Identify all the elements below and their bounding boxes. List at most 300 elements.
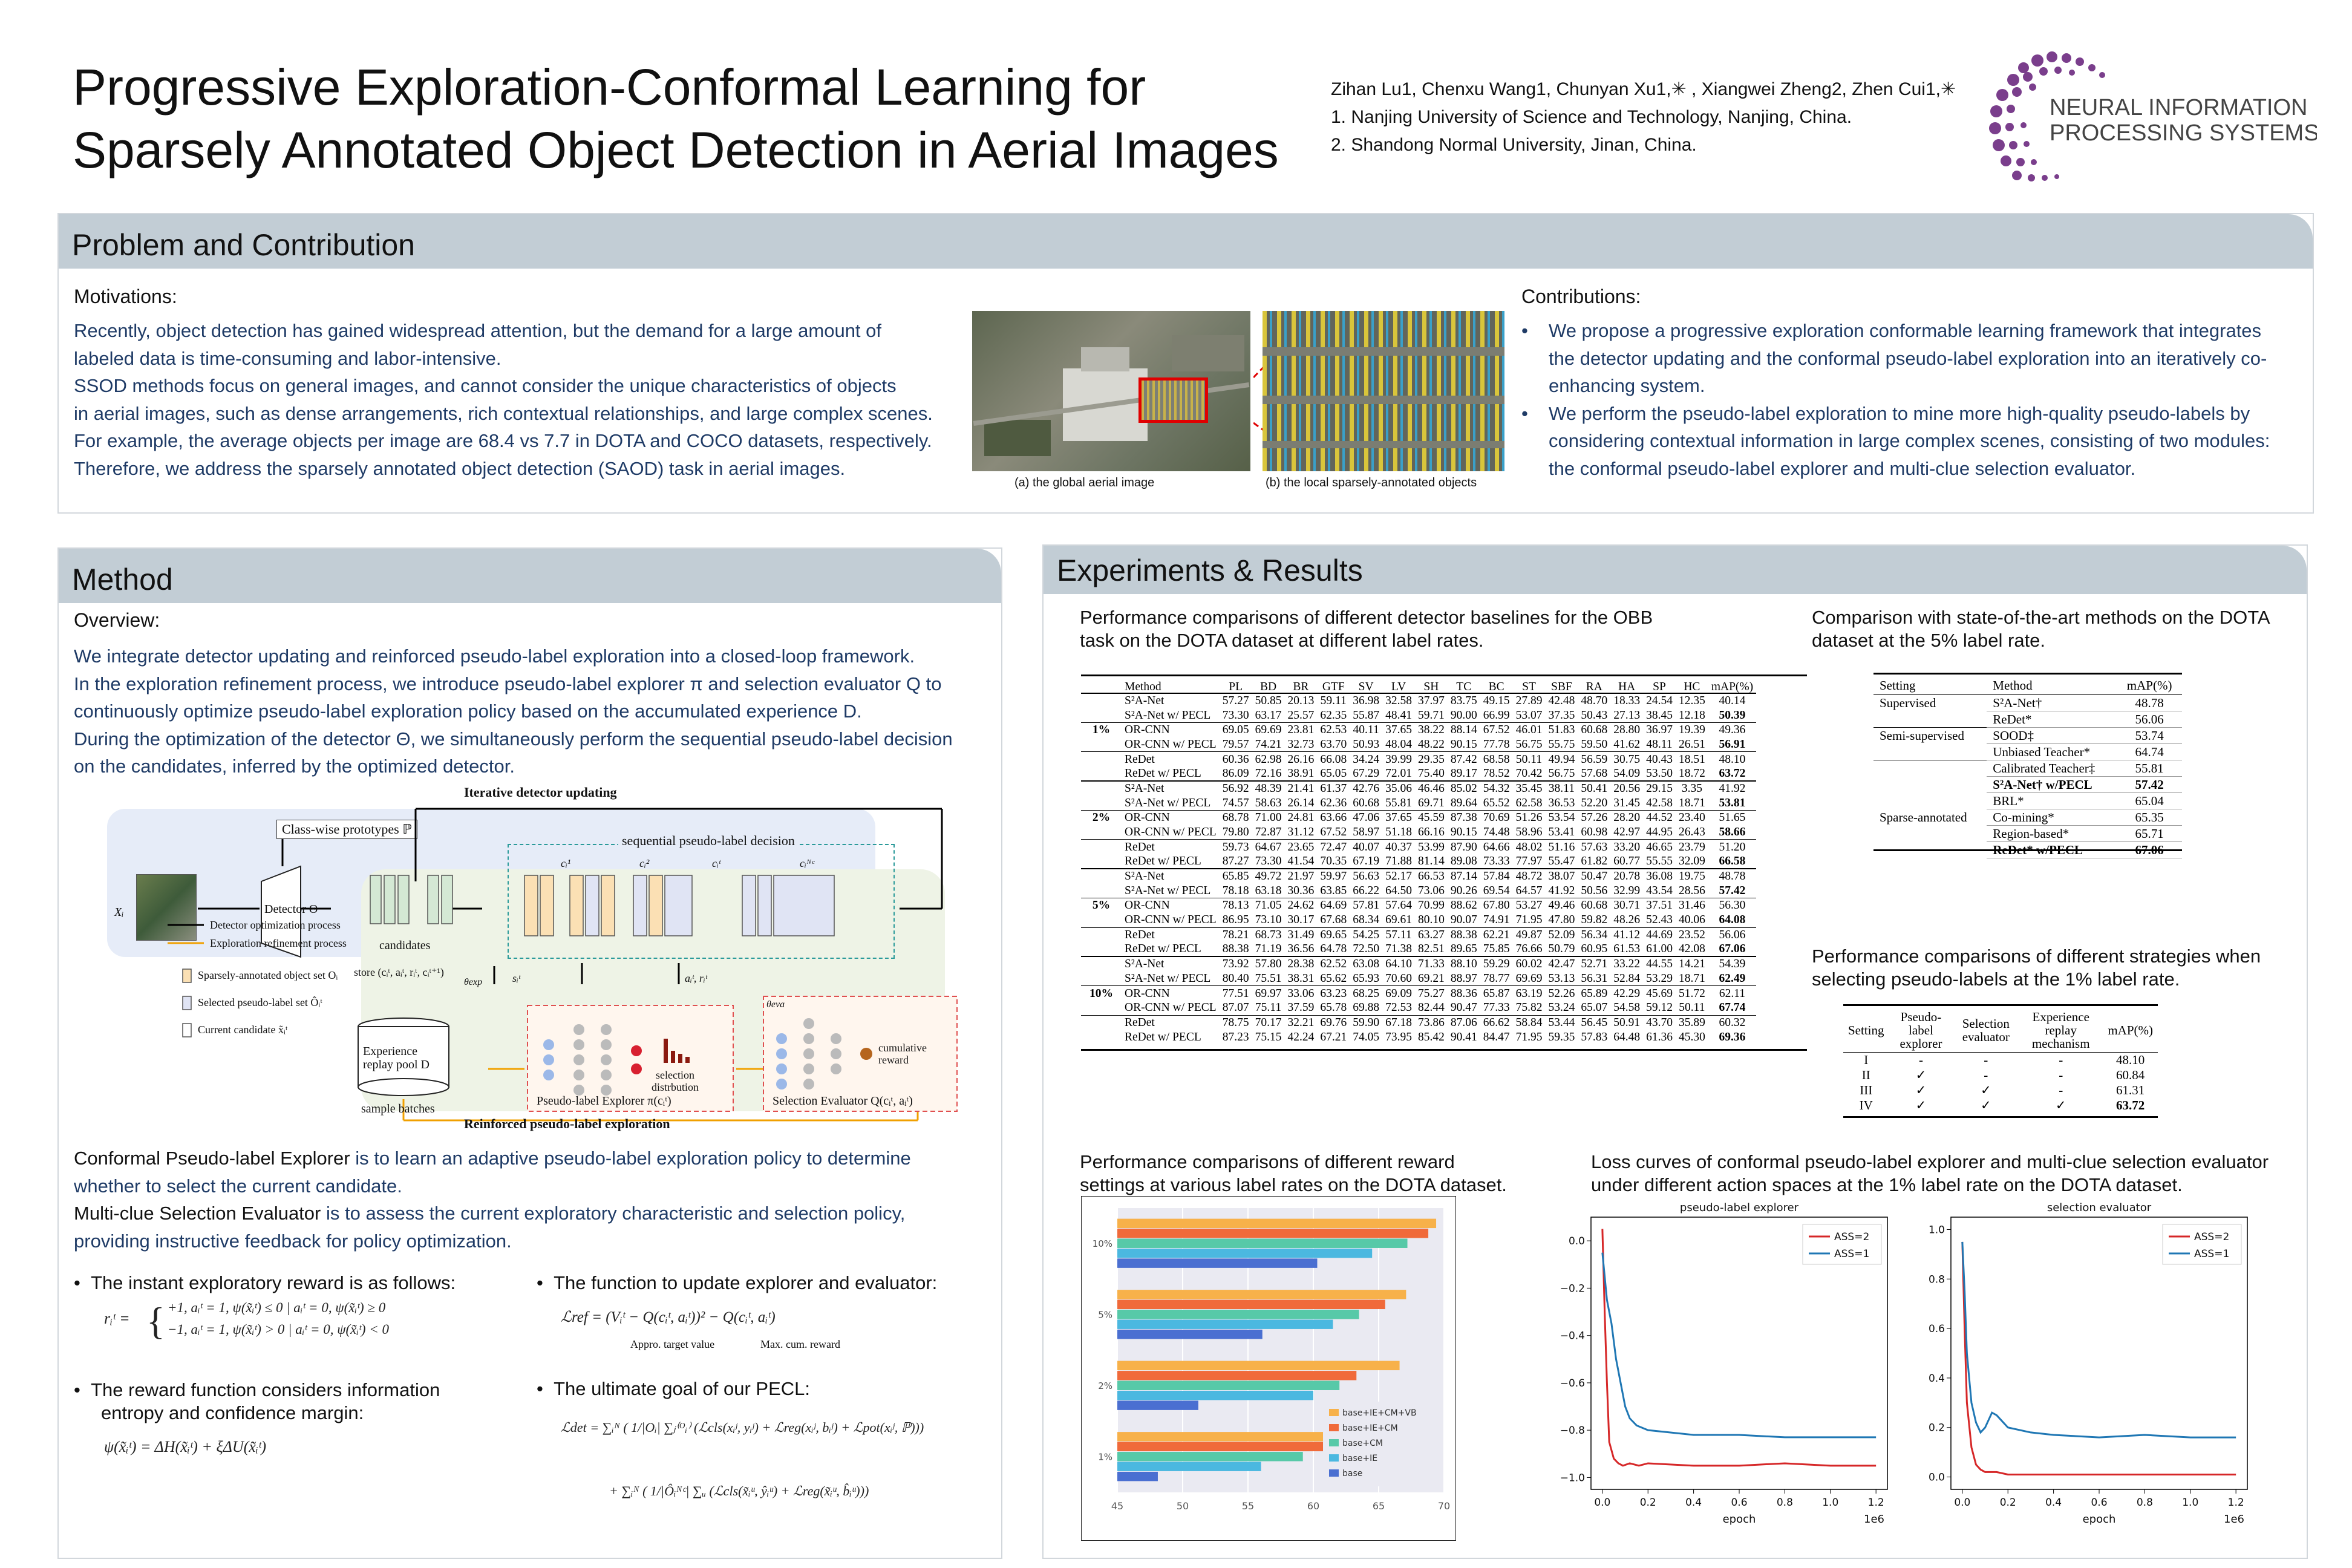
chart1-ytick: 1%: [1098, 1451, 1112, 1463]
table1-cell: 23.65: [1287, 840, 1315, 854]
overview-label: Overview:: [74, 609, 160, 631]
table1-cell: 48.02: [1515, 840, 1543, 854]
replay-line-2: replay pool D: [363, 1058, 430, 1071]
table2-row: [1873, 744, 2182, 760]
overview-text: [74, 642, 953, 780]
table1-cell: 71.95: [1515, 1030, 1543, 1044]
table1-cell: 69.61: [1385, 913, 1412, 927]
table3-cell: ✓: [1980, 1098, 1991, 1112]
table1-cell: S²A-Net: [1125, 958, 1165, 971]
table3-cell: -: [1984, 1068, 1988, 1082]
table1-caption-line: task on the DOTA dataset at different label rates.: [1080, 630, 1484, 651]
table1-cell: 50.85: [1255, 694, 1282, 708]
table1-cell: 71.00: [1255, 811, 1282, 825]
table1-cell: 68.58: [1483, 753, 1510, 766]
table1-cell: 80.10: [1417, 913, 1445, 927]
table1-cell: 77.78: [1483, 737, 1510, 751]
line-chart-ytick: 0.2: [1928, 1422, 1945, 1434]
table1-cell: 56.06: [1719, 928, 1746, 941]
line-chart-ytick: 0.8: [1928, 1273, 1945, 1286]
table1-cell: 59.73: [1222, 840, 1249, 854]
table1-rate-cell: 10%: [1089, 987, 1113, 1000]
table1-cell: 90.00: [1450, 708, 1477, 722]
problem-header: [59, 214, 2313, 269]
table1-cell: 50.47: [1581, 870, 1608, 883]
table1-cell: 57.42: [1719, 884, 1746, 897]
chart1-xtick: 50: [1176, 1500, 1189, 1512]
table3-cell: ✓: [1915, 1098, 1927, 1112]
table1-cell: 51.65: [1719, 811, 1746, 825]
module-descriptions: [74, 1145, 911, 1255]
table2-header-cell: Setting: [1873, 677, 1987, 695]
chart1-bar: [1117, 1310, 1359, 1319]
evaluator-desc: is to assess the current exploratory characteristic and selection policy,: [321, 1203, 906, 1224]
table1-row: [1081, 811, 1756, 825]
theta-eva-label: θeva: [766, 999, 785, 1010]
table1-cell: 63.27: [1417, 928, 1445, 941]
table1-caption-line: Performance comparisons of different detector baselines for the OBB: [1080, 607, 1653, 628]
table1-cell: 85.02: [1450, 782, 1477, 795]
table1-cell: 40.06: [1678, 913, 1705, 927]
table1-cell: 32.99: [1613, 884, 1641, 897]
table3-cell: 60.84: [2116, 1068, 2145, 1082]
table1-cell: 75.40: [1417, 767, 1445, 780]
framework-diagram: [101, 785, 984, 1129]
table2-setting: [1873, 760, 1987, 777]
table1-rate-cell: [1081, 883, 1122, 898]
line-chart-xlabel: epoch: [1722, 1513, 1756, 1526]
contribution-line: considering contextual information in large complex scenes, consisting of two modules:: [1549, 430, 2270, 451]
table2-map: 53.74: [2117, 728, 2182, 744]
table1-cell: OR-CNN w/ PECL: [1125, 826, 1217, 839]
bullet-reward: • The instant exploratory reward is as follows:: [74, 1272, 456, 1293]
table1-header-cell: SV: [1358, 681, 1374, 693]
table1-cell: 19.39: [1678, 724, 1705, 737]
table1-cell: 86.09: [1222, 767, 1249, 780]
table1-rate-cell: 2%: [1092, 811, 1111, 825]
table1-cell: 56.63: [1353, 870, 1380, 883]
contributions-list: [1521, 317, 2270, 482]
sel-dist-line-2: distrbution: [652, 1081, 699, 1093]
table1-cell: 65.05: [1320, 767, 1347, 780]
chart1-bar: [1117, 1442, 1330, 1451]
table1-cell: 65.52: [1483, 796, 1510, 809]
table1-header-cell: SP: [1653, 681, 1666, 693]
table3-caption-line: selecting pseudo-labels at the 1% label rate.: [1812, 969, 2180, 990]
table1-cell: 63.19: [1515, 987, 1543, 1000]
table1-cell: 65.62: [1320, 972, 1347, 985]
evaluator-label: Selection Evaluator Q(cᵢᵗ, aᵢᵗ): [773, 1094, 913, 1108]
table1-rate-cell: [1081, 869, 1122, 883]
explorer-loss-chart: [1549, 1199, 1912, 1538]
table1-cell: 55.81: [1385, 796, 1412, 809]
table1-cell: 38.31: [1287, 972, 1315, 985]
table2-method: BRL*: [1987, 793, 2117, 809]
line-chart-xtick: 1.0: [1822, 1497, 1839, 1509]
table1-cell: 73.95: [1385, 1030, 1412, 1044]
table1-cell: 70.69: [1483, 811, 1510, 825]
table1-cell: 69.69: [1255, 724, 1282, 737]
line-chart-ytick: −1.0: [1560, 1472, 1585, 1485]
table2-setting: Semi-supervised: [1880, 728, 1964, 743]
table1-cell: 68.34: [1353, 913, 1380, 927]
diagram-arrows: [101, 785, 984, 1129]
chart1-caption-line: Performance comparisons of different reward: [1080, 1151, 1455, 1172]
table1-cell: 51.72: [1678, 987, 1705, 1000]
table1-cell: 73.10: [1255, 913, 1282, 927]
overview-line: In the exploration refinement process, we introduce pseudo-label explorer π and selection evaluator Q to: [74, 673, 942, 694]
table1-cell: 74.57: [1222, 796, 1249, 809]
table1-header-cell: mAP(%): [1711, 681, 1754, 693]
table1-cell: 42.97: [1613, 826, 1641, 839]
table1-cell: 41.92: [1548, 884, 1575, 897]
diagram-bottom-title: Reinforced pseudo-label exploration: [464, 1116, 670, 1131]
table1-cell: 48.11: [1646, 737, 1673, 751]
line-chart-xtick: 1.2: [1867, 1497, 1884, 1509]
table2-method: Unbiased Teacher*: [1987, 744, 2117, 760]
table1-row: [1081, 840, 1756, 854]
table1-rate-cell: [1081, 766, 1122, 781]
table1-cell: 88.38: [1450, 928, 1477, 941]
table1-cell: 68.78: [1222, 811, 1249, 825]
table3-header-row: [1843, 1008, 2158, 1053]
chart1-xtick: 70: [1437, 1500, 1451, 1512]
table1-cell: 66.08: [1320, 753, 1347, 766]
table1-cell: 74.91: [1483, 913, 1510, 927]
table1-cell: 28.38: [1287, 958, 1315, 971]
table1-row: [1081, 927, 1756, 942]
line-chart-xtick: 0.0: [1594, 1497, 1611, 1509]
line-chart-ytick: 0.0: [1928, 1471, 1945, 1484]
table1-cell: 61.82: [1581, 855, 1608, 868]
table1-cell: OR-CNN w/ PECL: [1125, 1001, 1217, 1014]
table1-cell: 63.23: [1320, 987, 1347, 1000]
table1-cell: 54.39: [1719, 958, 1746, 971]
table2-header-cell: Method: [1987, 677, 2117, 695]
table1-cell: 32.21: [1287, 1016, 1315, 1029]
table1-cell: 64.66: [1483, 840, 1510, 854]
table1-cell: 86.95: [1222, 913, 1249, 927]
table2-caption-line: dataset at the 5% label rate.: [1812, 630, 2046, 651]
chart1-xtick: 65: [1372, 1500, 1385, 1512]
table1-cell: 18.33: [1613, 694, 1641, 708]
table1-cell: 69.54: [1483, 884, 1510, 897]
table1-cell: 48.39: [1255, 782, 1282, 795]
line-chart-xtick: 1.0: [2182, 1497, 2199, 1509]
table1-cell: 87.07: [1222, 1001, 1249, 1014]
table1-cell: 59.12: [1646, 1001, 1673, 1014]
table2-map: 65.04: [2117, 793, 2182, 809]
table1-cell: 82.51: [1417, 942, 1445, 956]
motivation-line: Therefore, we address the sparsely annotated object detection (SAOD) task in aerial images.: [74, 457, 846, 479]
table1-cell: 62.58: [1515, 796, 1543, 809]
title-line-1: Progressive Exploration-Conformal Learning for: [73, 59, 1146, 116]
table1-cell: 53.24: [1548, 1001, 1575, 1014]
line-chart-xtick: 0.8: [1776, 1497, 1793, 1509]
table1-cell: S²A-Net w/ PECL: [1125, 972, 1211, 985]
table1-row: [1081, 737, 1756, 752]
table1-cell: 31.45: [1613, 796, 1641, 809]
table1-header-cell: HA: [1618, 681, 1636, 693]
table3-cell: -: [1918, 1053, 1923, 1067]
chart1-xtick: 60: [1307, 1500, 1320, 1512]
line-chart-ytick: −0.6: [1560, 1377, 1585, 1390]
bullet-goal-text: The ultimate goal of our PECL:: [554, 1378, 810, 1399]
table1-cell: 49.94: [1548, 753, 1575, 766]
table1-cell: 59.97: [1320, 870, 1347, 883]
table1-cell: 89.08: [1450, 855, 1477, 868]
table1-cell: 18.71: [1678, 972, 1705, 985]
table1-cell: 59.71: [1417, 708, 1445, 722]
table1-cell: 90.15: [1450, 737, 1477, 751]
chart2-caption: [1591, 1151, 2269, 1197]
overview-line: We integrate detector updating and reinforced pseudo-label exploration into a closed-loop framework.: [74, 645, 915, 667]
table1-cell: 21.97: [1287, 870, 1315, 883]
motivation-line: in aerial images, such as dense arrangements, rich contextual relationships, and large complex scenes.: [74, 402, 933, 424]
table1-cell: 50.11: [1515, 753, 1543, 766]
experiments-heading: Experiments & Results: [1057, 554, 1363, 587]
table1-cell: 18.72: [1678, 767, 1705, 780]
table1-cell: 41.54: [1287, 855, 1315, 868]
table1-cell: 85.42: [1417, 1030, 1445, 1044]
table1-rate-cell: [1081, 708, 1122, 722]
table1-cell: 90.07: [1450, 913, 1477, 927]
table1-cell: 70.99: [1417, 899, 1445, 912]
sel-dist-line-1: selection: [656, 1069, 694, 1081]
eq-ref-label-2: Max. cum. reward: [760, 1338, 840, 1350]
bullet-reward-text: The instant exploratory reward is as follows:: [91, 1272, 456, 1293]
method-panel: [57, 547, 1002, 1559]
table1-cell: 38.91: [1287, 767, 1315, 780]
table1-cell: 32.58: [1385, 694, 1412, 708]
table1-cell: 90.26: [1450, 884, 1477, 897]
replay-pool-label: [363, 1045, 430, 1071]
table1-cell: 33.20: [1613, 840, 1641, 854]
table3-header-cell: Experience replay mechanism: [2019, 1008, 2103, 1053]
table3-cell: -: [2059, 1053, 2063, 1067]
contribution-line: We perform the pseudo-label exploration to mine more high-quality pseudo-labels by: [1549, 402, 2250, 424]
table1-cell: 48.78: [1719, 870, 1746, 883]
table1-cell: 60.68: [1581, 724, 1608, 737]
reward-bar-chart: [1081, 1196, 1456, 1541]
table1-rate-cell: [1081, 1015, 1122, 1030]
table1-rate-cell: [1081, 693, 1122, 708]
table1-cell: 73.33: [1483, 855, 1510, 868]
table1-cell: 58.66: [1719, 826, 1746, 839]
table1-rate-cell: [1081, 956, 1122, 971]
table2-map: 48.78: [2117, 695, 2182, 711]
table1-cell: 47.80: [1548, 913, 1575, 927]
table1-cell: 71.95: [1515, 913, 1543, 927]
table1-cell: 56.31: [1581, 972, 1608, 985]
table1-cell: 57.68: [1581, 767, 1608, 780]
table2-map: 64.74: [2117, 744, 2182, 760]
table1-cell: 28.80: [1613, 724, 1641, 737]
table1-cell: 65.07: [1581, 1001, 1608, 1014]
table1-cell: 59.35: [1548, 1030, 1575, 1044]
table1-cell: 65.87: [1483, 987, 1510, 1000]
table1-cell: 68.25: [1353, 987, 1380, 1000]
table1-cell: 56.91: [1719, 737, 1746, 751]
line-chart-xtick: 0.0: [1954, 1497, 1971, 1509]
table1-cell: 62.36: [1320, 796, 1347, 809]
table1-cell: 77.51: [1222, 987, 1249, 1000]
table1-cell: 40.11: [1353, 724, 1379, 737]
table1-cell: 53.44: [1548, 1016, 1575, 1029]
explorer-label: Pseudo-label Explorer π(cᵢᵗ): [537, 1094, 671, 1108]
table1-cell: 61.37: [1320, 782, 1347, 795]
table1-rate-cell: [1081, 795, 1122, 810]
table3-header-cell: mAP(%): [2103, 1008, 2158, 1053]
line-chart-ytick: 0.0: [1568, 1235, 1585, 1248]
table1-cell: 49.46: [1548, 899, 1575, 912]
table3-cell: I: [1864, 1053, 1869, 1067]
table1-cell: 62.11: [1719, 987, 1746, 1000]
table1-cell: ReDet: [1125, 840, 1155, 854]
table1-cell: 56.59: [1581, 753, 1608, 766]
table1-cell: 69.09: [1385, 987, 1412, 1000]
table1-cell: S²A-Net: [1125, 694, 1165, 708]
table1-cell: OR-CNN: [1125, 987, 1170, 1000]
contribution-item: • We perform the pseudo-label exploration to mine more high-quality pseudo-labels by considering contextual information in large complex scenes, consisting of two modules: the conformal pseudo-label explorer and multi-clue selection evaluator.: [1521, 400, 2270, 483]
table1-row: [1081, 722, 1756, 737]
table1-cell: 70.42: [1515, 767, 1543, 780]
table1-cell: 66.58: [1719, 855, 1746, 868]
table1-cell: 52.71: [1581, 958, 1608, 971]
contribution-line: the conformal pseudo-label explorer and multi-clue selection evaluator.: [1549, 457, 2136, 479]
table1-cell: 41.62: [1613, 737, 1641, 751]
table3-row: [1843, 1098, 2158, 1113]
table1-cell: 63.08: [1353, 958, 1380, 971]
table3-cell: II: [1861, 1068, 1870, 1082]
table1-cell: 20.78: [1613, 870, 1641, 883]
evaluator-desc-line-1: [74, 1200, 911, 1227]
table1-cell: 74.48: [1483, 826, 1510, 839]
table1-row: [1081, 1030, 1756, 1044]
table1-cell: 60.36: [1222, 753, 1249, 766]
line-chart-xscale: 1e6: [1864, 1513, 1884, 1526]
table1-cell: 24.81: [1287, 811, 1315, 825]
table1-cell: 62.49: [1719, 972, 1746, 985]
table2-row: [1873, 809, 2182, 826]
explorer-desc: is to learn an adaptive pseudo-label exploration policy to determine: [350, 1148, 911, 1169]
table1-cell: 72.50: [1353, 942, 1380, 956]
table2-method: S²A-Net† w/PECL: [1987, 777, 2117, 793]
table1-cell: 87.14: [1450, 870, 1477, 883]
table1-cell: 87.27: [1222, 855, 1249, 868]
table1-cell: 45.30: [1678, 1030, 1705, 1044]
table1-cell: 73.86: [1417, 1016, 1445, 1029]
table1-cell: 63.17: [1255, 708, 1282, 722]
explorer-desc-line-1: [74, 1145, 911, 1172]
contribution-line: We propose a progressive exploration conformable learning framework that integrates: [1549, 320, 2262, 341]
table1-row: [1081, 956, 1756, 971]
table1-cell: 42.24: [1287, 1030, 1315, 1044]
chart1-bar: [1117, 1381, 1339, 1390]
motivation-line: Recently, object detection has gained widespread attention, but the demand for a large amount of: [74, 320, 882, 341]
table1-cell: 56.30: [1719, 899, 1746, 912]
table1-header-cell: SBF: [1551, 681, 1572, 693]
table1-cell: 51.16: [1548, 840, 1575, 854]
line-chart-xtick: 1.2: [2227, 1497, 2244, 1509]
table3-header-cell: Pseudo-label explorer: [1889, 1008, 1953, 1053]
line-chart-xtick: 0.6: [1731, 1497, 1748, 1509]
table1-cell: ReDet w/ PECL: [1125, 1030, 1201, 1044]
cumulative-reward-label: [878, 1042, 927, 1066]
table1-cell: ReDet: [1125, 753, 1155, 766]
table1-cell: 29.35: [1417, 753, 1445, 766]
table1-header-cell: Method: [1125, 681, 1161, 693]
table1-cell: 63.72: [1719, 767, 1746, 780]
cum-line-2: reward: [878, 1054, 909, 1066]
table1-cell: 14.21: [1678, 958, 1705, 971]
table1-cell: 50.39: [1719, 708, 1746, 722]
table1-rate-cell: [1081, 854, 1122, 869]
table2-map: 56.06: [2117, 711, 2182, 728]
chart1-xtick: 55: [1241, 1500, 1255, 1512]
table1-cell: 72.47: [1320, 840, 1347, 854]
chart1-bar: [1117, 1249, 1372, 1258]
table1-cell: 75.51: [1255, 972, 1282, 985]
chart1-bar: [1117, 1300, 1385, 1309]
eq-reward-lhs: rᵢᵗ =: [104, 1310, 130, 1327]
table1-cell: 54.09: [1613, 767, 1641, 780]
table1-cell: 60.32: [1719, 1016, 1746, 1029]
table1-cell: 65.93: [1353, 972, 1380, 985]
table1-cell: 62.52: [1320, 958, 1347, 971]
table1-cell: 67.80: [1483, 899, 1510, 912]
evaluator-loss-chart: [1909, 1199, 2272, 1538]
table1-row: [1081, 795, 1756, 810]
table1-cell: 75.27: [1417, 987, 1445, 1000]
table1-cell: 51.20: [1719, 840, 1746, 854]
s-label: sᵢᵗ: [512, 972, 520, 984]
table1-cell: 37.59: [1287, 1001, 1315, 1014]
chart1-legend-swatch: [1329, 1454, 1339, 1462]
table1-cell: 83.75: [1450, 694, 1477, 708]
table1-header-row: [1081, 681, 1756, 693]
table1-row: [1081, 898, 1756, 913]
chart1-bar: [1117, 1239, 1408, 1248]
table1-cell: S²A-Net w/ PECL: [1125, 796, 1211, 809]
eq-ref-label-1: Appro. target value: [630, 1338, 715, 1350]
bullet-psi-line-2: entropy and confidence margin:: [101, 1402, 364, 1423]
table2-row: [1873, 793, 2182, 809]
table1-cell: 53.29: [1646, 972, 1673, 985]
chart1-bar: [1117, 1361, 1400, 1370]
sequential-decision-label: sequential pseudo-label decision: [618, 833, 799, 849]
table2-method: Co-mining*: [1987, 809, 2117, 826]
line-chart-ytick: −0.4: [1560, 1330, 1585, 1342]
bullet-update: • The function to update explorer and evaluator:: [537, 1272, 938, 1293]
table1-cell: ReDet: [1125, 928, 1155, 941]
table1-cell: 45.59: [1417, 811, 1445, 825]
line-chart-xscale: 1e6: [2224, 1513, 2244, 1526]
table1-cell: 37.65: [1385, 811, 1412, 825]
cand-label-n: cᵢᴺᶜ: [800, 857, 814, 869]
table1-cell: 58.97: [1353, 826, 1380, 839]
motivation-line: For example, the average objects per image are 68.4 vs 7.7 in DOTA and COCO datasets, respectively.: [74, 430, 932, 451]
table1-cell: 26.14: [1287, 796, 1315, 809]
chart1-legend-swatch: [1329, 1439, 1339, 1446]
table1-cell: 37.97: [1417, 694, 1445, 708]
table1-cell: 38.22: [1417, 724, 1445, 737]
table1-cell: 48.04: [1385, 737, 1412, 751]
table3-cell: -: [2059, 1083, 2063, 1097]
table1-cell: 27.13: [1613, 708, 1641, 722]
action-reward-label: aᵢᵗ, rᵢᵗ: [685, 972, 707, 984]
chart1-ytick: 10%: [1092, 1238, 1112, 1249]
